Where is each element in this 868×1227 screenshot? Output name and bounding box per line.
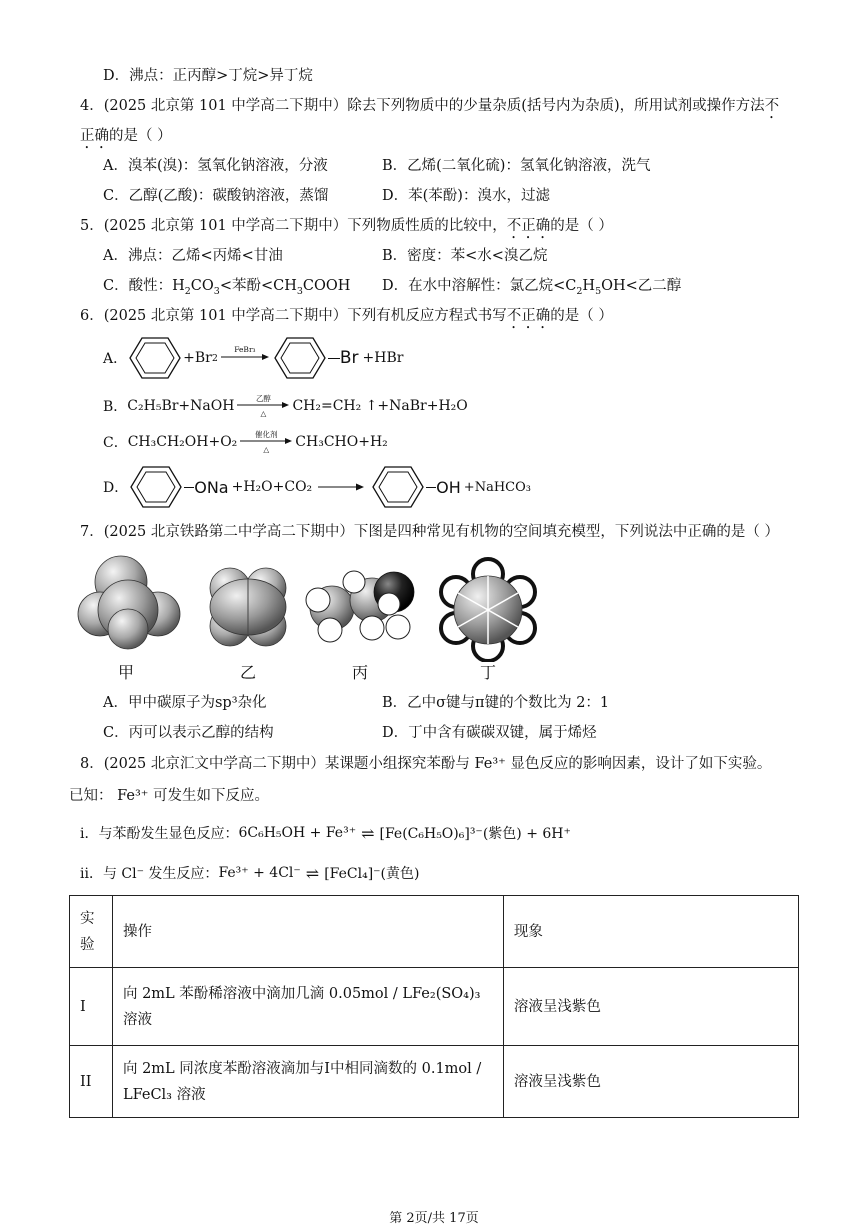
ethanol-model <box>306 571 414 642</box>
q4-option-c: C．乙醇(乙酸)：碳酸钠溶液，蒸馏 <box>103 188 329 204</box>
model-label-ding: 丁 <box>480 663 497 682</box>
q4-stem-cont: 正确的是（ ） <box>80 128 172 144</box>
q4-stem: 4．(2025 北京第 101 中学高二下期中）除去下列物质中的少量杂质(括号内为杂质)，所用试剂或操作方法不 <box>80 98 780 114</box>
table-row <box>70 1046 799 1118</box>
q8-reaction-ii: ii．与 Cl⁻ 发生反应： Fe³⁺ + 4Cl⁻ ⇌ [FeCl₄]⁻(黄色) <box>80 863 420 883</box>
q7-option-b: B．乙中σ键与π键的个数比为 2：1 <box>382 695 610 711</box>
q6-option-d: D． ONa +H₂O+CO₂ OH +NaHCO₃ <box>103 464 531 510</box>
model-label-bing: 丙 <box>352 663 369 682</box>
table-cell: 溶液呈浅紫色 <box>503 968 798 1046</box>
experiment-table <box>69 895 799 1118</box>
table-row <box>70 968 799 1046</box>
q5-stem: 5．(2025 北京第 101 中学高二下期中）下列物质性质的比较中，不正确的是（ ） <box>80 218 613 234</box>
table-cell: II <box>70 1046 113 1118</box>
methane-model <box>78 556 180 649</box>
q6-option-c: C． CH₃CH₂OH+O₂ 催化剂 △ CH₃CHO+H₂ <box>103 430 388 454</box>
reaction-arrow: FeBr₃ <box>221 347 269 369</box>
benzene-model <box>441 559 535 661</box>
q5-option-b: B．密度：苯<水<溴乙烷 <box>382 248 548 264</box>
benzene-ring-icon <box>128 464 184 510</box>
table-cell: I <box>70 968 113 1046</box>
q4-option-a: A．溴苯(溴)：氢氧化钠溶液，分液 <box>103 158 328 174</box>
table-cell: 向 2mL 苯酚稀溶液中滴加几滴 0.05mol / LFe₂(SO₄)₃ 溶液 <box>112 968 503 1046</box>
ethylene-model <box>210 568 286 646</box>
q5-option-d: D．在水中溶解性：氯乙烷$<C_2H_5OH<$乙二醇 <box>382 278 682 297</box>
reaction-arrow: 乙醇 △ <box>237 395 289 417</box>
q7-option-a: A．甲中碳原子为sp³杂化 <box>103 695 267 711</box>
q5-option-c: C．酸性：$H_2CO_3<$苯酚$<CH_3COOH$ <box>103 278 351 297</box>
q6-stem: 6．(2025 北京第 101 中学高二下期中）下列有机反应方程式书写不正确的是（ ） <box>80 308 613 324</box>
q8-reaction-i: i．与苯酚发生显色反应： 6C₆H₅OH + Fe³⁺ ⇌ [Fe(C₆H₅O)₆]³⁻(紫色) + 6H⁺ <box>80 823 571 843</box>
q3-option-d: D．沸点：正丙醇>丁烷>异丁烷 <box>103 68 313 84</box>
reaction-arrow: 催化剂 △ <box>240 431 292 453</box>
model-label-jia: 甲 <box>118 663 135 682</box>
molecule-models <box>72 552 542 662</box>
model-label-yi: 乙 <box>240 663 257 682</box>
q5-option-a: A．沸点：乙烯<丙烯<甘油 <box>103 248 283 264</box>
equilibrium-arrow-icon: ⇌ <box>305 863 320 883</box>
table-header-cell: 操作 <box>112 896 503 968</box>
q7-option-d: D．丁中含有碳碳双键，属于烯烃 <box>382 725 597 741</box>
benzene-ring-icon <box>127 335 183 381</box>
table-header-cell: 现象 <box>503 896 798 968</box>
q7-option-c: C．丙可以表示乙醇的结构 <box>103 725 274 741</box>
equilibrium-arrow-icon: ⇌ <box>361 823 375 843</box>
q8-known: 已知： Fe³⁺ 可发生如下反应。 <box>69 788 270 804</box>
benzene-ring-icon <box>272 335 328 381</box>
benzene-ring-icon <box>370 464 426 510</box>
page-footer: 第 2页/共 17页 <box>389 1211 479 1226</box>
reaction-arrow <box>318 482 364 492</box>
q7-stem: 7．(2025 北京铁路第二中学高二下期中）下图是四种常见有机物的空间填充模型，下列说法中正确的是（ ） <box>80 524 779 540</box>
table-header-cell: 实验 <box>70 896 113 968</box>
table-cell: 溶液呈浅紫色 <box>503 1046 798 1118</box>
table-cell: 向 2mL 同浓度苯酚溶液滴加与I中相同滴数的 0.1mol / LFeCl₃ 溶液 <box>112 1046 503 1118</box>
q4-option-d: D．苯(苯酚)：溴水，过滤 <box>382 188 550 204</box>
table-header-row <box>70 896 799 968</box>
q6-option-b: B． C₂H₅Br+NaOH 乙醇 △ CH₂=CH₂ ↑+NaBr+H₂O <box>103 394 468 418</box>
q8-stem: 8．(2025 北京汇文中学高二下期中）某课题小组探究苯酚与 Fe³⁺ 显色反应的影响因素，设计了如下实验。 <box>80 756 772 772</box>
q4-option-b: B．乙烯(二氧化硫)：氢氧化钠溶液，洗气 <box>382 158 651 174</box>
q6-option-a: A． +Br 2 FeBr₃ Br +HBr <box>103 335 403 381</box>
